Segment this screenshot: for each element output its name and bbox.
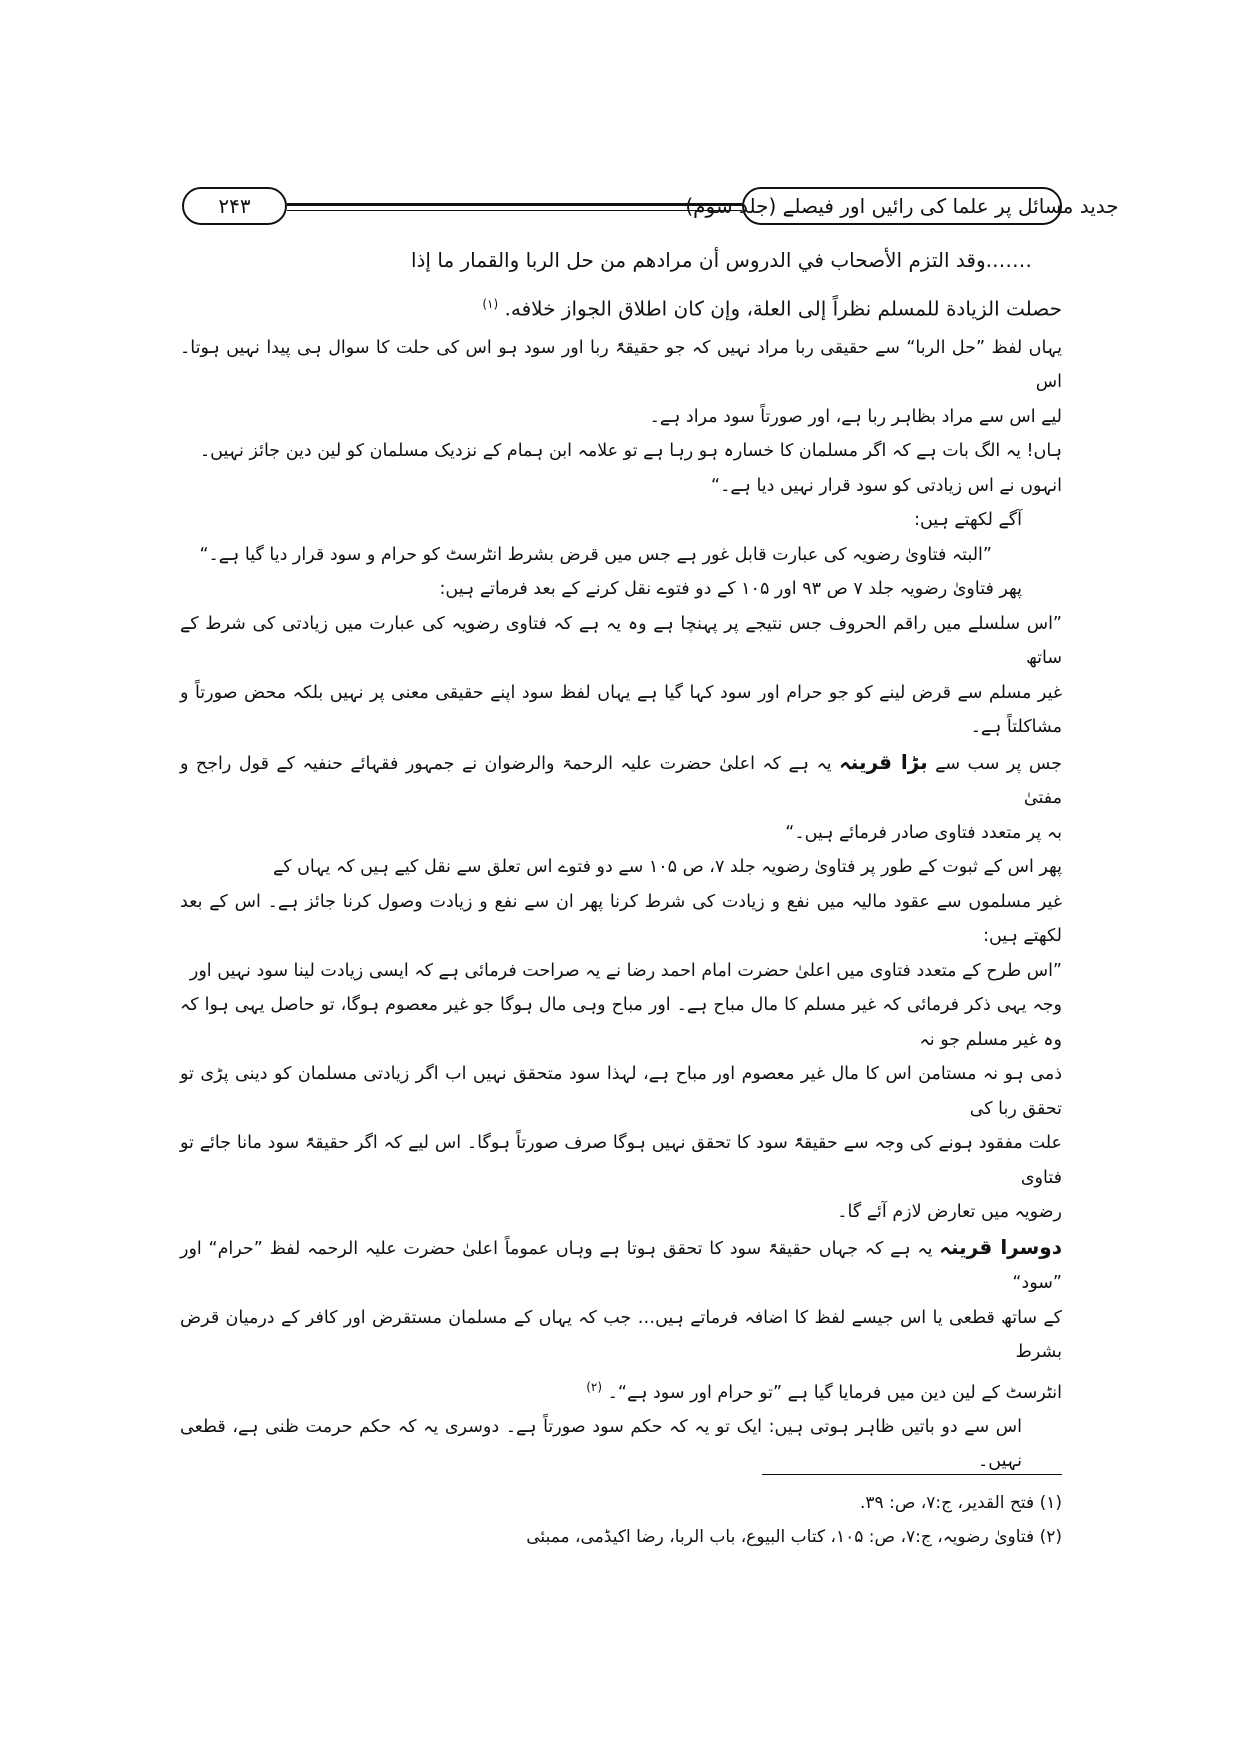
paragraph-9-line-4: علت مفقود ہونے کی وجہ سے حقیقۃً سود کا تحقق نہیں ہوگا صرف صورتاً ہوگا۔ اس لیے کہ اگر حقیقۃً سود مانا جائے تو فتاوی: [180, 1133, 1062, 1188]
page-body: [180, 238, 1062, 1479]
paragraph-5: پھر فتاویٰ رضویہ جلد ۷ ص ۹۳ اور ۱۰۵ کے دو فتوے نقل کرنے کے بعد فرماتے ہیں:: [439, 579, 1022, 600]
paragraph-11: اس سے دو باتیں ظاہر ہوتی ہیں: ایک تو یہ کہ حکم سود صورتاً ہے۔ دوسری یہ کہ حکم حرمت ظنی ہے، قطعی نہیں۔: [180, 1416, 1022, 1472]
paragraph-1: [180, 331, 1062, 435]
paragraph-7-line-1: یہ ہے کہ اعلیٰ حضرت علیہ الرحمۃ والرضوان نے جمہور فقہائے حنفیہ کے قول راجح و مفتیٰ: [180, 753, 1062, 809]
paragraph-10-line-3: انٹرسٹ کے لین دین میں فرمایا گیا ہے ”تو حرام اور سود ہے“۔: [607, 1382, 1062, 1403]
running-header: [182, 185, 1119, 229]
paragraph-4: ”البتہ فتاویٰ رضویہ کی عبارت قابل غور ہے جس میں قرض بشرط انٹرسٹ کو حرام و سود قرار دیا گیا ہے۔“: [199, 544, 992, 565]
paragraph-9-line-2: وجہ یہی ذکر فرمائی کہ غیر مسلم کا مال مباح ہے۔ اور مباح وہی مال ہوگا جو غیر معصوم ہوگا، تو حاصل یہی ہوا کہ وہ غیر مسلم جو نہ: [180, 995, 1062, 1050]
paragraph-7-lead: جس پر سب سے: [935, 753, 1062, 774]
header-title: جدید مسائل پر علما کی رائیں اور فیصلے (جلد سوم): [742, 187, 1062, 225]
paragraph-9-line-1: ”اس طرح کے متعدد فتاوی میں اعلیٰ حضرت امام احمد رضا نے یہ صراحت فرمائی ہے کہ ایسی زیادت لینا سود نہیں اور: [189, 960, 1062, 981]
footnote-1: (۱) فتح القدیر، ج:۷، ص: ۳۹.: [860, 1493, 1062, 1513]
paragraph-6-line-1: ”اس سلسلے میں راقم الحروف جس نتیجے پر پہنچا ہے وہ یہ ہے کہ فتاوی رضویہ کی عبارت میں زیادتی کی شرط کے ساتھ: [180, 613, 1062, 669]
header-rule-thin: [287, 210, 742, 211]
paragraph-9-line-5: رضویہ میں تعارض لازم آئے گا۔: [837, 1202, 1062, 1223]
paragraph-9-line-3: ذمی ہو نہ مستامن اس کا مال غیر معصوم اور مباح ہے، لہذا سود متحقق نہیں اب اگر زیادتی مسلمان کو دینی پڑی تو تحقق ربا کی: [180, 1064, 1062, 1119]
paragraph-10-line-1: یہ ہے کہ جہاں حقیقۃً سود کا تحقق ہوتا ہے وہاں عموماً اعلیٰ حضرت علیہ الرحمہ لفظ ”حرام“ اور ”سود“: [180, 1238, 1062, 1294]
arabic-quote: [180, 238, 1062, 331]
paragraph-1-line-1: یہاں لفظ ”حل الربا“ سے حقیقی ربا مراد نہیں کہ جو حقیقۃً ربا اور سود ہو اس کی حلت کا سوال ہی پیدا نہیں ہوتا۔ اس: [180, 337, 1062, 393]
footnotes: [180, 1486, 1062, 1554]
paragraph-8: [180, 850, 1062, 954]
footnote-ref-1: (۱): [482, 297, 499, 311]
header-rule-thick: [287, 203, 742, 206]
paragraph-7: [180, 745, 1062, 851]
paragraph-7-bold-term: بڑا قرینہ: [839, 749, 928, 774]
footnote-2: (۲) فتاویٰ رضویہ، ج:۷، ص: ۱۰۵، کتاب البیوع، باب الربا، رضا اکیڈمی، ممبئی: [526, 1527, 1062, 1547]
paragraph-1-line-2: لیے اس سے مراد بظاہر ربا ہے، اور صورتاً سود مراد ہے۔: [649, 406, 1062, 427]
page-number: ۲۴۳: [182, 187, 287, 225]
paragraph-2-line-2: انہوں نے اس زیادتی کو سود قرار نہیں دیا ہے۔“: [711, 475, 1062, 496]
arabic-quote-line-1: …….وقد التزم الأصحاب في الدروس أن مرادهم من حل الربا والقمار ما إذا: [410, 248, 1032, 272]
footnote-ref-2: (۲): [586, 1379, 603, 1394]
paragraph-2-line-1: ہاں! یہ الگ بات ہے کہ اگر مسلمان کا خسارہ ہو رہا ہے تو علامہ ابن ہمام کے نزدیک مسلمان کو لین دین جائز نہیں۔: [199, 441, 1062, 462]
paragraph-10-line-2: کے ساتھ قطعی یا اس جیسے لفظ کا اضافہ فرماتے ہیں… جب کہ یہاں کے مسلمان مستقرض اور کافر کے درمیان قرض بشرط: [180, 1307, 1062, 1363]
paragraph-3: آگے لکھتے ہیں:: [914, 510, 1022, 531]
paragraph-8-line-2: غیر مسلموں سے عقود مالیہ میں نفع و زیادت کی شرط کرنا پھر ان سے نفع و زیادت وصول کرنا جائز ہے۔ اس کے بعد لکھتے ہیں:: [180, 891, 1062, 947]
paragraph-10-bold-term: دوسرا قرینہ: [939, 1234, 1062, 1259]
arabic-quote-line-2: حصلت الزيادة للمسلم نظراً إلى العلة، وإن كان اطلاق الجواز خلافه.: [504, 296, 1062, 321]
footnote-divider: [762, 1474, 1062, 1475]
paragraph-10: [180, 1230, 1062, 1410]
paragraph-8-line-1: پھر اس کے ثبوت کے طور پر فتاویٰ رضویہ جلد ۷، ص ۱۰۵ سے دو فتوے اس تعلق سے نقل کیے ہیں کہ یہاں کے: [272, 857, 1062, 878]
paragraph-6-line-2: غیر مسلم سے قرض لینے کو جو حرام اور سود کہا گیا ہے یہاں لفظ سود اپنے حقیقی معنی پر نہیں بلکہ محض صورتاً و مشاکلتاً ہے۔: [180, 682, 1062, 738]
paragraph-2: [180, 434, 1062, 503]
paragraph-9: [180, 954, 1062, 1230]
paragraph-7-line-2: بہ پر متعدد فتاوی صادر فرمائے ہیں۔“: [785, 822, 1062, 843]
paragraph-6: [180, 607, 1062, 745]
